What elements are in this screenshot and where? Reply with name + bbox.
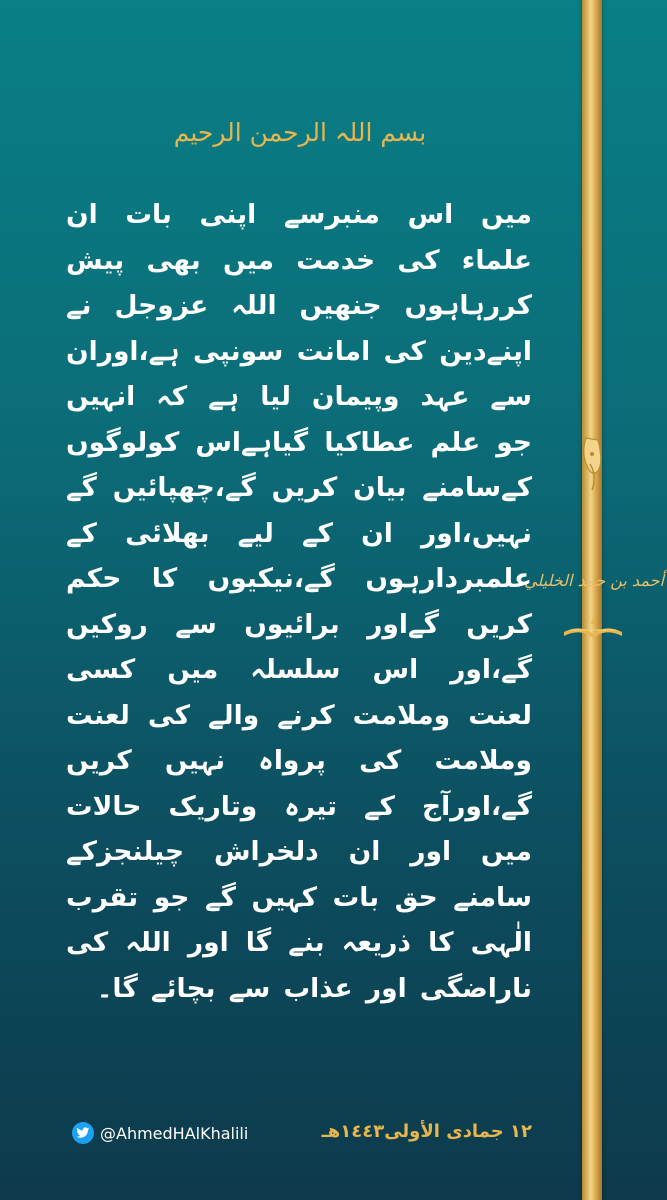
- bismillah-title: بسم اللہ الرحمن الرحیم: [173, 118, 427, 147]
- twitter-link[interactable]: [72, 1122, 248, 1144]
- twitter-handle: @AhmedHAlKhalili: [100, 1123, 249, 1143]
- quote-body: میں اس منبرسے اپنی بات ان علماء کی خدمت میں بھی پیش کررہاہوں جنھیں اللہ عزوجل نے اپنےدین کی امانت سونپی ہے،اوران سے عہد وپیمان لیا ہے کہ انہیں جو علم عطاکیا گیاہےاس کولوگوں کےسامنے بیان کریں گے،چھپائیں گے نہیں،اور ان کے لیے بھلائی کے علمبردارہوں گے،نیکیوں کا حکم کریں گےاور برائیوں سے روکیں گے،اور اس سلسلہ میں کسی لعنت وملامت کرنے والے کی لعنت وملامت کی پرواہ نہیں کریں گے،اورآج کے تیرہ وتاریک حالات میں اور ان دلخراش چیلنجزکے سامنے حق بات کہیں گے جو تقرب الٰہی کا ذریعہ بنے گا اور اللہ کی ناراضگی اور عذاب سے بچائے گا۔: [66, 199, 532, 1004]
- footer: [66, 1118, 536, 1152]
- gold-stripe: [582, 0, 602, 1200]
- signature: أحمد بن حمد الخليلي: [524, 570, 664, 590]
- hijri-date: ١٢ جمادى الأولى١٤٤٣هـ: [321, 1121, 532, 1142]
- hands-icon: [572, 430, 612, 500]
- open-book-icon: [560, 612, 626, 640]
- twitter-icon: [72, 1122, 94, 1144]
